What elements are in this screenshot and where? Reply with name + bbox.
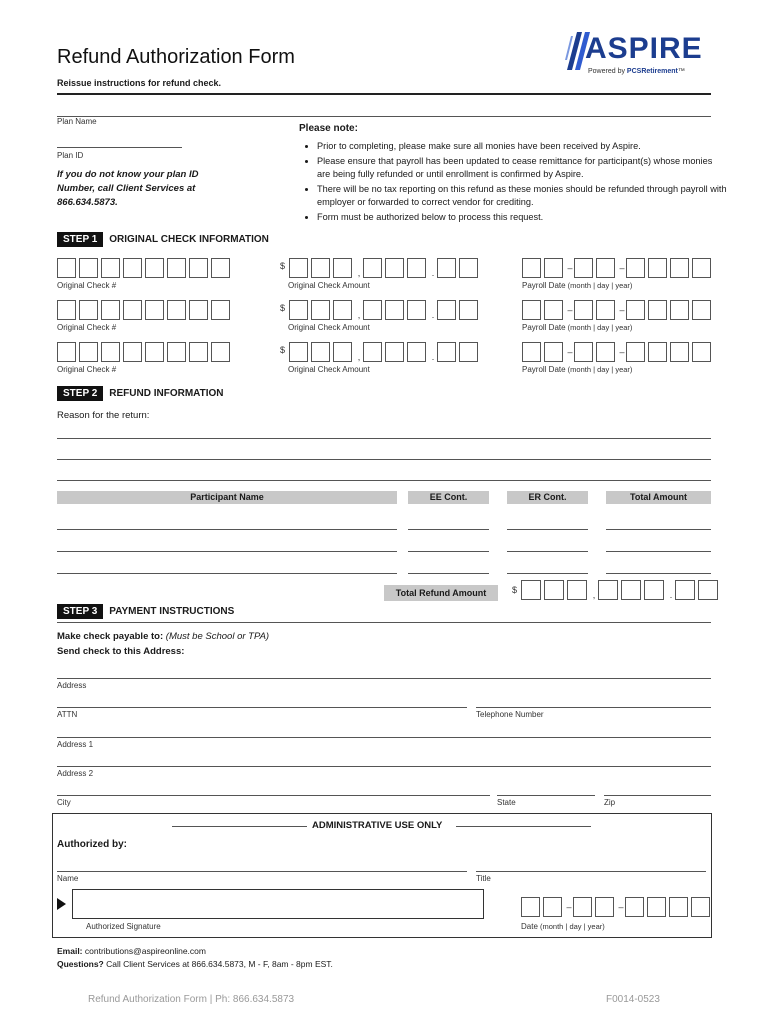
digit-box[interactable] (698, 580, 718, 600)
digit-box[interactable] (145, 258, 164, 278)
total-amount-line[interactable] (606, 529, 711, 530)
digit-box[interactable] (123, 258, 142, 278)
reason-line[interactable] (57, 480, 711, 481)
payroll-date-boxes[interactable]: – – (522, 300, 714, 320)
note-item: • Form must be authorized below to process this request. (317, 211, 727, 224)
amount-dollar-sign: $ (280, 261, 286, 271)
total-dollar-sign: $ (512, 585, 518, 595)
digit-box[interactable] (692, 342, 711, 362)
aspire-logo (555, 30, 715, 84)
digit-box[interactable] (101, 300, 120, 320)
page-subtitle: Reissue instructions for refund check. (57, 78, 222, 88)
er-cont-line[interactable] (507, 529, 588, 530)
reason-line[interactable] (57, 459, 711, 460)
reason-label: Reason for the return: (57, 410, 150, 421)
digit-box[interactable] (145, 300, 164, 320)
digit-box[interactable] (167, 300, 186, 320)
questions-row: Questions? Call Client Services at 866.634.5873, M - F, 8am - 8pm EST. (57, 959, 333, 969)
digit-box[interactable] (459, 300, 478, 320)
reason-line[interactable] (57, 438, 711, 439)
digit-box[interactable] (333, 342, 352, 362)
digit-box[interactable] (692, 258, 711, 278)
send-address-label: Send check to this Address: (57, 646, 185, 657)
digit-box[interactable] (437, 300, 456, 320)
digit-box[interactable] (363, 300, 382, 320)
address2-line[interactable] (57, 766, 711, 767)
col-participant-name: Participant Name (57, 491, 397, 504)
digit-box[interactable] (544, 580, 564, 600)
digit-box[interactable] (522, 258, 541, 278)
admin-date-boxes[interactable]: – – (521, 897, 713, 917)
digit-box[interactable] (211, 342, 230, 362)
plan-id-help-text: If you do not know your plan ID Number, call Client Services at 866.634.5873. (57, 169, 199, 208)
digit-box[interactable] (574, 258, 593, 278)
digit-box[interactable] (647, 897, 666, 917)
digit-box[interactable] (521, 897, 540, 917)
address2-label: Address 2 (57, 769, 94, 778)
digit-box[interactable] (333, 300, 352, 320)
address1-label: Address 1 (57, 740, 94, 749)
footer-left: Refund Authorization Form | Ph: 866.634.5873 (88, 994, 295, 1005)
page-title: Refund Authorization Form (57, 46, 295, 68)
total-refund-label: Total Refund Amount (384, 585, 498, 601)
digit-box[interactable] (573, 897, 592, 917)
digit-box[interactable] (385, 258, 404, 278)
step3-rule (57, 622, 711, 623)
notes-list (305, 140, 727, 226)
digit-box[interactable] (407, 300, 426, 320)
digit-box[interactable] (189, 258, 208, 278)
signature-arrow-icon (57, 898, 66, 910)
original-check-label: Original Check # (57, 281, 117, 290)
attn-label: ATTN (57, 710, 78, 719)
digit-box[interactable] (543, 897, 562, 917)
amount-dollar-sign: $ (280, 345, 286, 355)
signature-label: Authorized Signature (86, 922, 161, 931)
logo-powered-by: Powered by PCSRetirement™ (588, 68, 685, 75)
digit-box[interactable] (407, 258, 426, 278)
digit-box[interactable] (544, 258, 563, 278)
original-check-amount-label: Original Check Amount (288, 365, 370, 374)
notes-title: Please note: (299, 123, 358, 134)
signature-box[interactable] (72, 889, 484, 919)
er-cont-line[interactable] (507, 573, 588, 574)
digit-box[interactable] (57, 300, 76, 320)
payable-to-row: Make check payable to: (Must be School or TPA) (57, 631, 270, 642)
original-check-amount-boxes[interactable]: , . (289, 300, 481, 320)
digit-box[interactable] (596, 342, 615, 362)
state-line[interactable] (497, 795, 595, 796)
payroll-date-boxes[interactable]: – – (522, 258, 714, 278)
digit-box[interactable] (79, 258, 98, 278)
digit-box[interactable] (167, 258, 186, 278)
admin-title: ADMINISTRATIVE USE ONLY (312, 820, 443, 831)
col-ee-cont: EE Cont. (408, 491, 489, 504)
digit-box[interactable] (574, 342, 593, 362)
payroll-date-label: Payroll Date (month | day | year) (522, 323, 633, 332)
digit-box[interactable] (544, 300, 563, 320)
payroll-date-label: Payroll Date (month | day | year) (522, 281, 633, 290)
digit-box[interactable] (311, 342, 330, 362)
amount-dollar-sign: $ (280, 303, 286, 313)
digit-box[interactable] (385, 300, 404, 320)
digit-box[interactable] (574, 300, 593, 320)
step3-header (57, 602, 234, 620)
title-label: Title (476, 874, 491, 883)
digit-box[interactable] (648, 300, 667, 320)
digit-box[interactable] (123, 342, 142, 362)
original-check-amount-label: Original Check Amount (288, 323, 370, 332)
phone-label: Telephone Number (476, 710, 544, 719)
zip-line[interactable] (604, 795, 711, 796)
digit-box[interactable] (437, 342, 456, 362)
total-amount-line[interactable] (606, 573, 711, 574)
email-link[interactable]: contributions@aspireonline.com (84, 946, 206, 956)
original-check-number-boxes[interactable] (57, 258, 233, 278)
digit-box[interactable] (311, 300, 330, 320)
total-refund-boxes[interactable]: , . (521, 580, 721, 600)
digit-box[interactable] (626, 300, 645, 320)
note-item: • Please ensure that payroll has been updated to cease remittance for participant(s) whose monies are being fully refunded or until enrollment is confirmed by Aspire. (317, 155, 727, 181)
digit-box[interactable] (211, 258, 230, 278)
digit-box[interactable] (101, 342, 120, 362)
digit-box[interactable] (101, 258, 120, 278)
digit-box[interactable] (407, 342, 426, 362)
original-check-label: Original Check # (57, 323, 117, 332)
attn-line[interactable] (57, 707, 467, 708)
step2-badge: STEP 2 (57, 386, 103, 401)
digit-box[interactable] (311, 258, 330, 278)
admin-title-rule (456, 826, 591, 827)
digit-box[interactable] (596, 300, 615, 320)
zip-label: Zip (604, 798, 616, 807)
digit-box[interactable] (79, 342, 98, 362)
digit-box[interactable] (363, 258, 382, 278)
digit-box[interactable] (598, 580, 618, 600)
digit-box[interactable] (669, 897, 688, 917)
plan-id-label: Plan ID (57, 151, 84, 160)
digit-box[interactable] (385, 342, 404, 362)
step1-title: ORIGINAL CHECK INFORMATION (109, 233, 269, 245)
digit-box[interactable] (363, 342, 382, 362)
ee-cont-line[interactable] (408, 551, 489, 552)
digit-box[interactable] (567, 580, 587, 600)
note-item: • Prior to completing, please make sure all monies have been received by Aspire. (317, 140, 727, 153)
digit-box[interactable] (625, 897, 644, 917)
digit-box[interactable] (289, 300, 308, 320)
step3-title: PAYMENT INSTRUCTIONS (109, 605, 235, 617)
authorized-by-label: Authorized by: (57, 839, 127, 850)
phone-line[interactable] (476, 707, 711, 708)
digit-box[interactable] (648, 258, 667, 278)
city-line[interactable] (57, 795, 490, 796)
digit-box[interactable] (57, 342, 76, 362)
digit-box[interactable] (289, 258, 308, 278)
original-check-number-boxes[interactable] (57, 342, 233, 362)
email-row: Email: contributions@aspireonline.com (57, 946, 206, 956)
admin-title-rule (172, 826, 307, 827)
digit-box[interactable] (595, 897, 614, 917)
logo-wordmark: ASPIRE (585, 32, 703, 65)
digit-box[interactable] (626, 342, 645, 362)
step1-header (57, 230, 269, 248)
er-cont-line[interactable] (507, 551, 588, 552)
address-label: Address (57, 681, 87, 690)
step2-title: REFUND INFORMATION (109, 387, 224, 399)
digit-box[interactable] (145, 342, 164, 362)
total-amount-line[interactable] (606, 551, 711, 552)
name-label: Name (57, 874, 79, 883)
original-check-amount-label: Original Check Amount (288, 281, 370, 290)
state-label: State (497, 798, 516, 807)
digit-box[interactable] (189, 342, 208, 362)
address1-line[interactable] (57, 737, 711, 738)
original-check-amount-boxes[interactable]: , . (289, 342, 481, 362)
digit-box[interactable] (437, 258, 456, 278)
digit-box[interactable] (167, 342, 186, 362)
admin-section (52, 813, 712, 938)
note-item: • There will be no tax reporting on this refund as these monies should be refunded through payroll with employer or forwarded to correct vendor for crediting. (317, 183, 727, 209)
digit-box[interactable] (670, 258, 689, 278)
digit-box[interactable] (79, 300, 98, 320)
digit-box[interactable] (692, 300, 711, 320)
digit-box[interactable] (648, 342, 667, 362)
digit-box[interactable] (521, 580, 541, 600)
payroll-date-boxes[interactable]: – – (522, 342, 714, 362)
header-divider (57, 93, 711, 95)
participant-name-line[interactable] (57, 573, 397, 574)
digit-box[interactable] (522, 342, 541, 362)
original-check-label: Original Check # (57, 365, 117, 374)
step1-badge: STEP 1 (57, 232, 103, 247)
admin-date-label: Date (month | day | year) (521, 922, 605, 931)
digit-box[interactable] (675, 580, 695, 600)
digit-box[interactable] (123, 300, 142, 320)
payroll-date-label: Payroll Date (month | day | year) (522, 365, 633, 374)
digit-box[interactable] (333, 258, 352, 278)
digit-box[interactable] (189, 300, 208, 320)
plan-id-line[interactable] (57, 147, 182, 148)
digit-box[interactable] (522, 300, 541, 320)
participant-name-line[interactable] (57, 551, 397, 552)
digit-box[interactable] (211, 300, 230, 320)
digit-box[interactable] (459, 258, 478, 278)
digit-box[interactable] (691, 897, 710, 917)
digit-box[interactable] (670, 342, 689, 362)
digit-box[interactable] (596, 258, 615, 278)
digit-box[interactable] (621, 580, 641, 600)
original-check-amount-boxes[interactable]: , . (289, 258, 481, 278)
plan-name-label: Plan Name (57, 117, 97, 126)
city-label: City (57, 798, 71, 807)
address-line[interactable] (57, 678, 711, 679)
ee-cont-line[interactable] (408, 573, 489, 574)
digit-box[interactable] (544, 342, 563, 362)
plan-name-line[interactable] (57, 116, 711, 117)
digit-box[interactable] (670, 300, 689, 320)
digit-box[interactable] (459, 342, 478, 362)
step3-badge: STEP 3 (57, 604, 103, 619)
digit-box[interactable] (644, 580, 664, 600)
original-check-number-boxes[interactable] (57, 300, 233, 320)
footer-form-number: F0014-0523 (606, 994, 660, 1005)
ee-cont-line[interactable] (408, 529, 489, 530)
title-line[interactable] (476, 871, 706, 872)
digit-box[interactable] (289, 342, 308, 362)
digit-box[interactable] (626, 258, 645, 278)
digit-box[interactable] (57, 258, 76, 278)
name-line[interactable] (57, 871, 467, 872)
col-er-cont: ER Cont. (507, 491, 588, 504)
step2-header (57, 384, 224, 402)
participant-name-line[interactable] (57, 529, 397, 530)
col-total-amount: Total Amount (606, 491, 711, 504)
